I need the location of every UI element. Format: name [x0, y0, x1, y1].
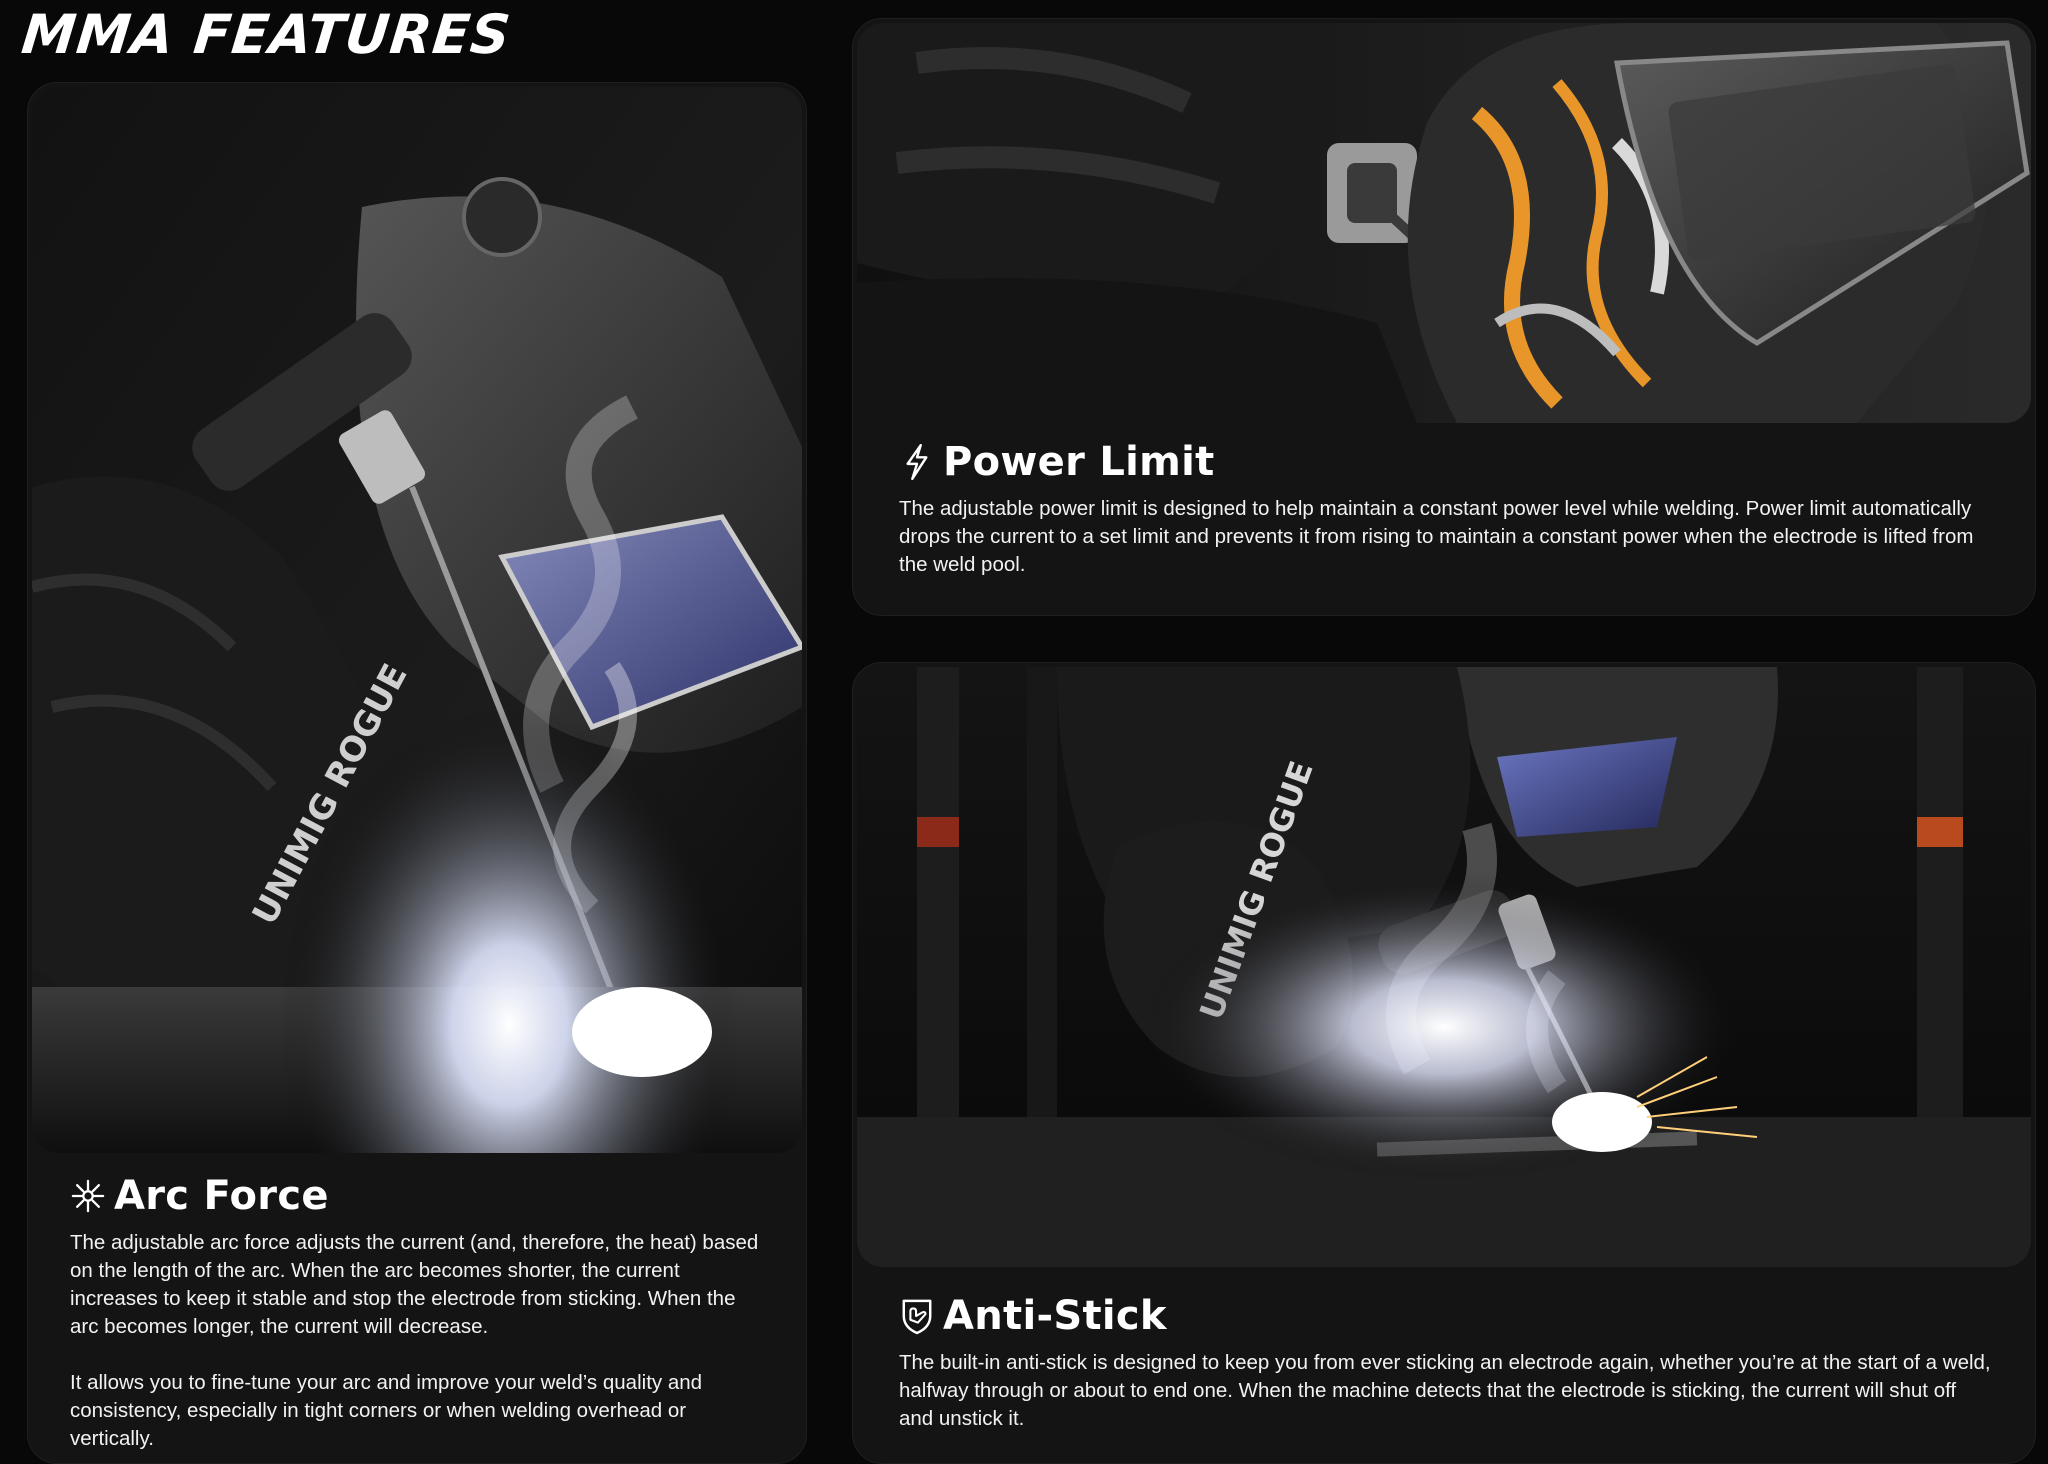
power-limit-photo [857, 23, 2031, 423]
arc-force-photo [32, 87, 802, 1153]
arc-force-description: The adjustable arc force adjusts the current (and, therefore, the heat) based on the length of the arc. When the arc becomes shorter, the current increases to keep it stable and stop the electrode from sticking. When the arc becomes longer, the current will decrease. [70, 1231, 759, 1338]
arc-force-heading [70, 1173, 766, 1219]
anti-stick-description: The built-in anti-stick is designed to keep you from ever sticking an electrode again, whether you’re at the start of a weld, halfway through or about to end one. When the machine detects that the electrode is sticking, the current will shut off and unstick it. [899, 1351, 1991, 1430]
feature-card-anti-stick [852, 662, 2036, 1464]
lightning-bolt-icon [899, 443, 935, 481]
arc-force-title: Arc Force [114, 1173, 329, 1219]
section-title: MMA FEATURES [18, 3, 514, 66]
shield-hand-icon [899, 1297, 935, 1335]
arc-force-description-2: It allows you to fine-tune your arc and improve your weld’s quality and consistency, especially in tight corners or when welding overhead or vertically. [70, 1371, 703, 1450]
power-limit-content [899, 439, 1995, 579]
welder-helmet-image [857, 23, 2031, 423]
anti-stick-title: Anti-Stick [943, 1293, 1167, 1339]
starburst-icon [70, 1177, 106, 1215]
feature-card-arc-force [27, 82, 807, 1464]
feature-card-power-limit [852, 18, 2036, 616]
power-limit-heading [899, 439, 1995, 485]
anti-stick-content [899, 1293, 1995, 1433]
arc-force-content [70, 1173, 766, 1453]
anti-stick-photo [857, 667, 2031, 1267]
anti-stick-heading [899, 1293, 1995, 1339]
power-limit-title: Power Limit [943, 439, 1215, 485]
welder-arc-image [32, 87, 802, 1153]
power-limit-description: The adjustable power limit is designed to help maintain a constant power level while welding. Power limit automatically drops the current to a set limit and prevents it from rising to maintain a constant power when the electrode is lifted from the weld pool. [899, 497, 1974, 576]
welder-stick-image [857, 667, 2031, 1267]
